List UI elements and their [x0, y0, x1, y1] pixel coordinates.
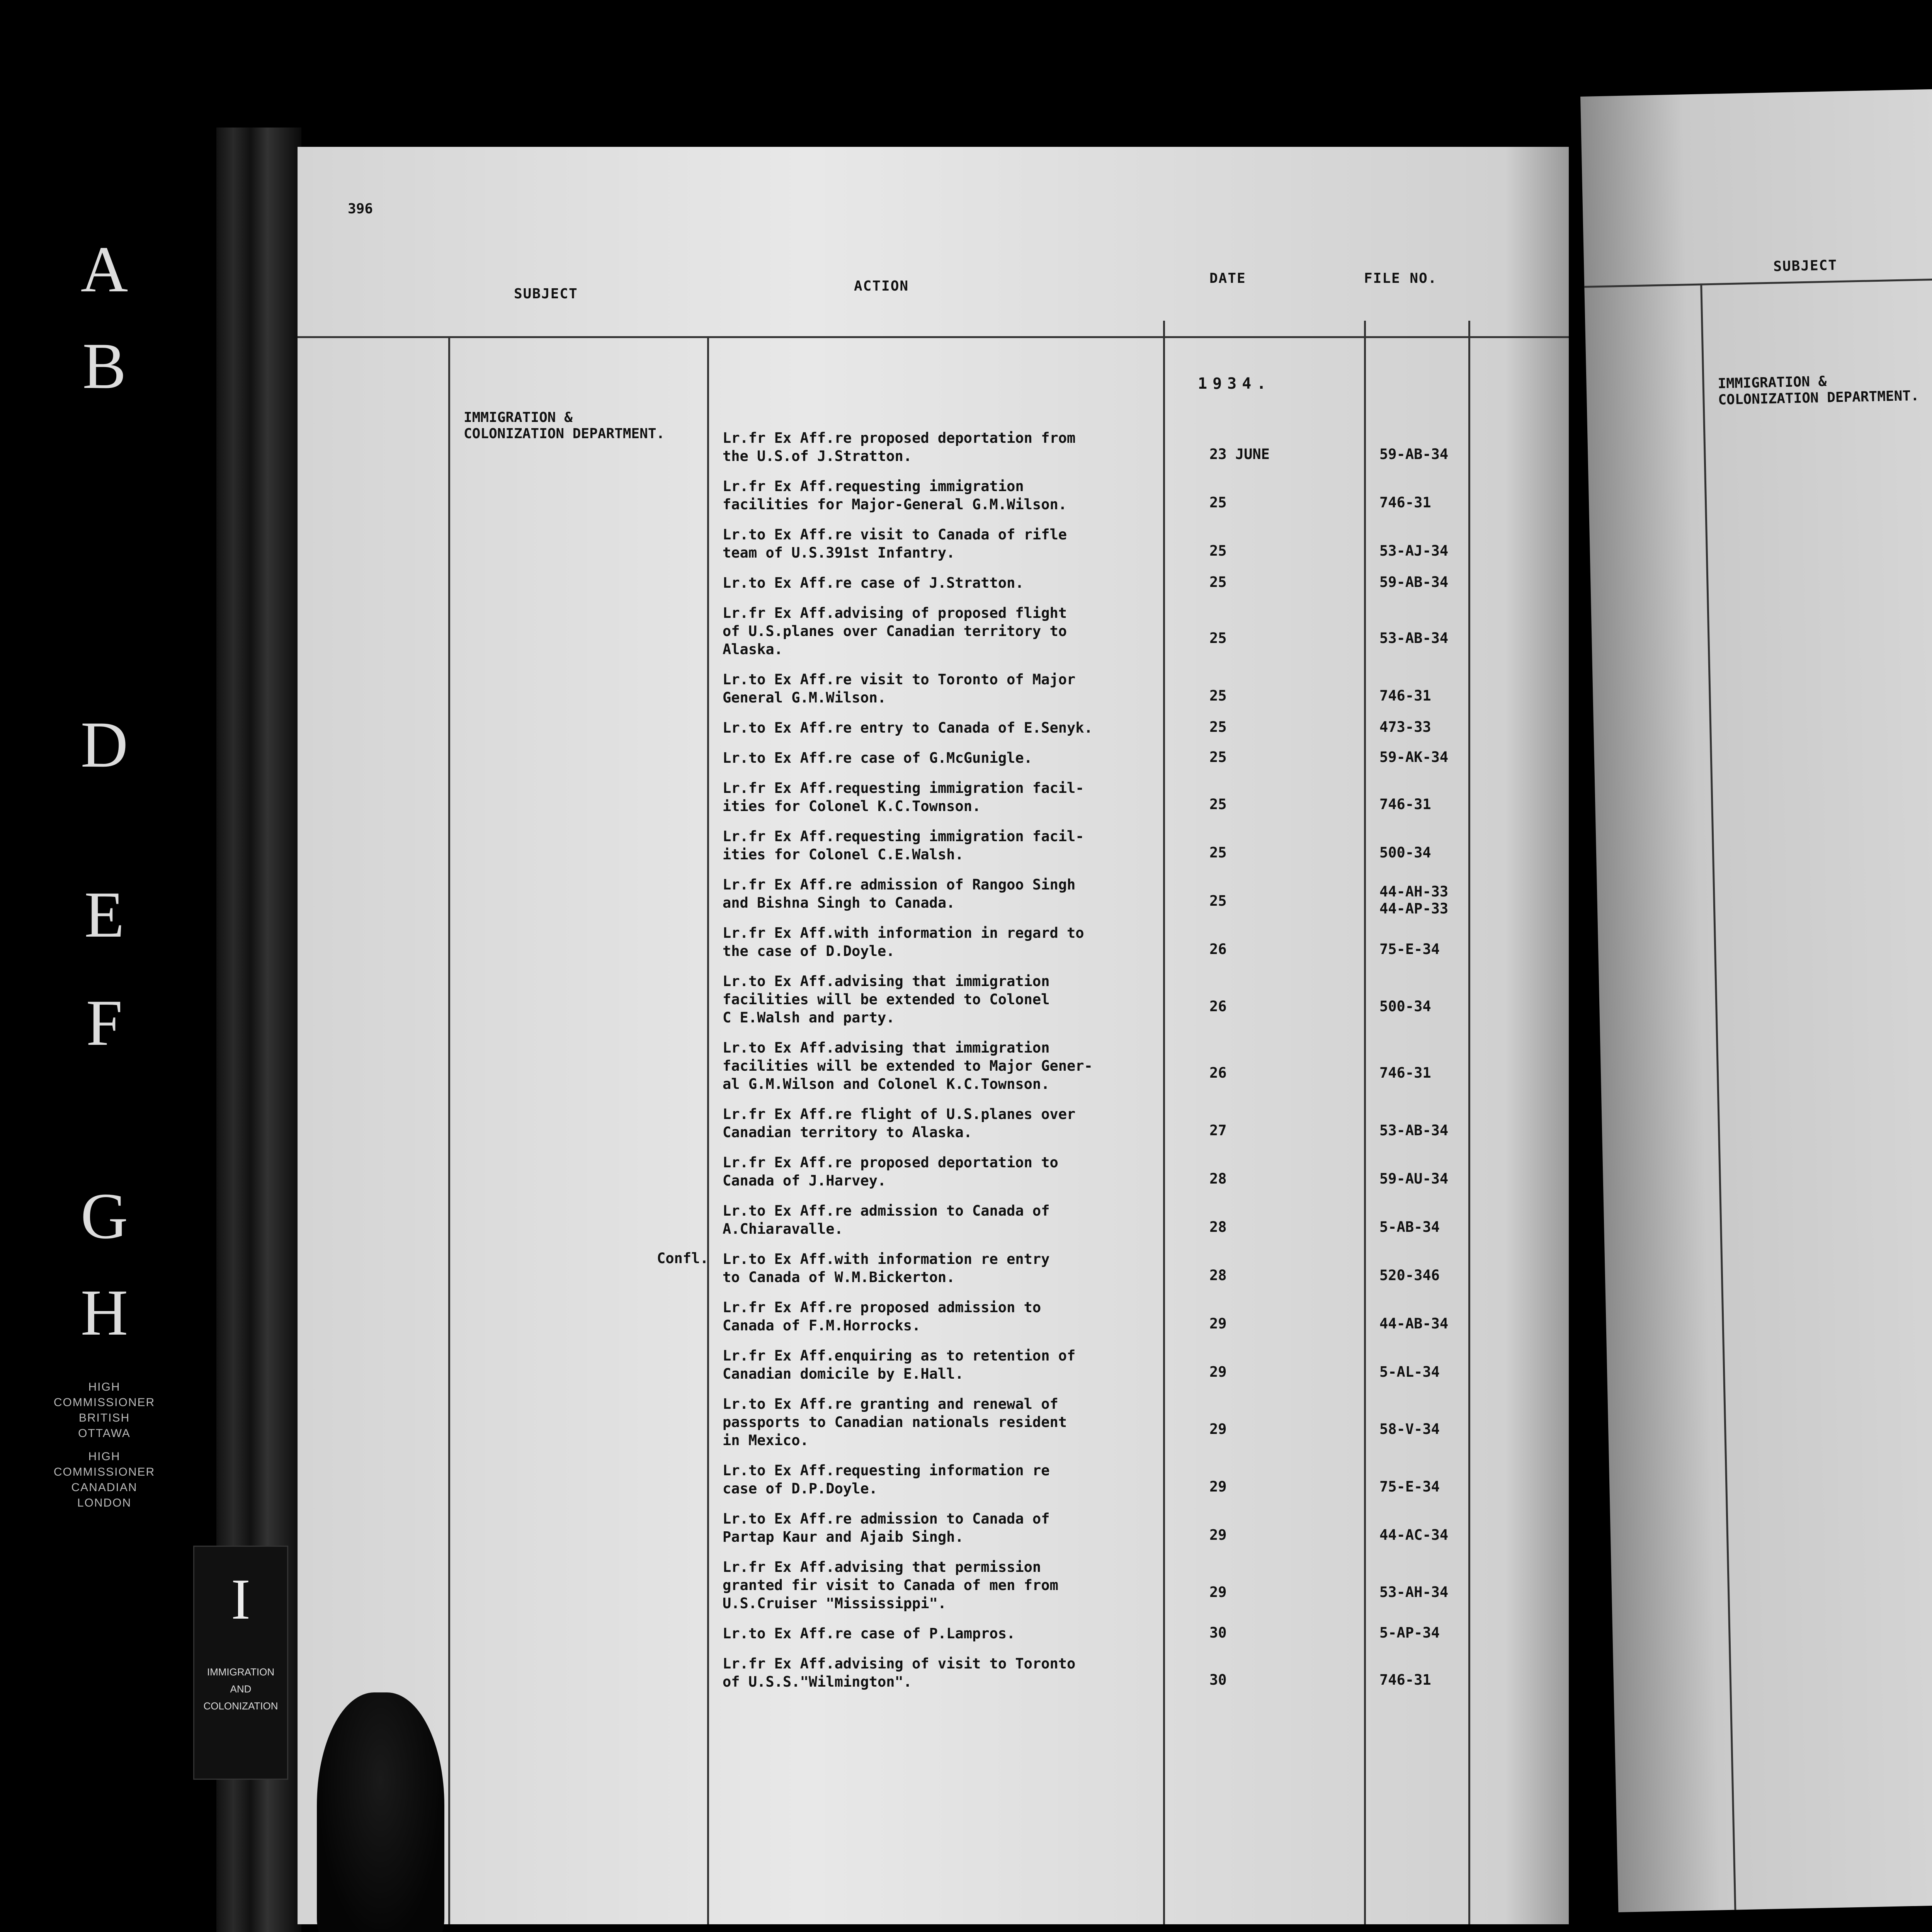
ledger-entry-row	[1588, 456, 1932, 483]
ledger-entry-row	[1588, 427, 1932, 453]
entry-action: Lr.fr Ex Aff.advising of proposed flight of U.S.planes over Canadian territory to Alaska.	[723, 605, 1067, 658]
entry-file-no: 53-AH-34	[1379, 1584, 1449, 1600]
ledger-entry-row	[1600, 990, 1932, 1016]
header-date: DATE	[1209, 270, 1246, 286]
entry-action: Lr.to Ex Aff.re visit to Toronto of Major General G.M.Wilson.	[723, 671, 1076, 706]
ledger-entry-row	[1611, 1512, 1932, 1539]
entry-action: Lr.fr Ex Aff.advising that permission granted fir visit to Canada of men from U.S.Cruiser "Mississippi".	[723, 1559, 1058, 1612]
column-rule	[1700, 284, 1736, 1910]
column-rule	[1364, 321, 1366, 1924]
header-subject: SUBJECT	[514, 286, 578, 302]
ledger-entry-row	[1598, 895, 1932, 921]
entry-file-no: 5-AL-34	[1379, 1363, 1440, 1380]
tab-small-label: HIGH	[88, 1450, 121, 1463]
tab-letter-f: F	[86, 986, 123, 1059]
entry-action: Lr.to Ex Aff.re admission to Canada of A.Chiaravalle.	[723, 1202, 1050, 1237]
entry-date: 29	[1209, 1421, 1227, 1437]
entry-file-no: 59-AB-34	[1379, 446, 1449, 463]
entry-date: 29	[1209, 1363, 1227, 1380]
left-ledger-page	[298, 147, 1569, 1924]
ledger-entry-row	[1607, 1340, 1932, 1367]
entry-action: Lr.fr Ex Aff.requesting immigration facil- ities for Colonel K.C.Townson.	[723, 780, 1084, 815]
entry-file-no: 500-34	[1379, 844, 1431, 861]
entry-action: Lr.to Ex Aff.re granting and renewal of passports to Canadian nationals resident in Mexico.	[723, 1396, 1067, 1449]
header-action: ACTION	[854, 278, 909, 294]
entry-action: Lr.to Ex Aff.requesting information re case of D.P.Doyle.	[723, 1462, 1050, 1497]
column-rule	[707, 336, 709, 1924]
entry-date: 25	[1209, 844, 1227, 861]
page-number: 396	[348, 201, 373, 217]
entry-date: 29	[1209, 1315, 1227, 1332]
ledger-entry-row	[1605, 1245, 1932, 1272]
entry-file-no: 746-31	[1379, 494, 1431, 511]
entry-file-no: 44-AB-34	[1379, 1315, 1449, 1332]
entry-action: Lr.to Ex Aff.re entry to Canada of E.Senyk.	[723, 719, 1093, 736]
ledger-entry-row	[1597, 847, 1932, 874]
entry-date: 29	[1209, 1584, 1227, 1600]
header-file-no: FILE NO.	[1364, 270, 1437, 286]
ledger-entry-row	[1594, 723, 1932, 750]
header-subject: SUBJECT	[1773, 257, 1838, 275]
entry-file-no: 500-34	[1379, 998, 1431, 1015]
entry-date: 25	[1209, 494, 1227, 511]
entry-file-no: 44-AC-34	[1379, 1526, 1449, 1543]
entry-file-no: 75-E-34	[1379, 940, 1440, 957]
ledger-entry-row	[1590, 533, 1932, 560]
column-rule	[1468, 321, 1470, 1924]
entry-file-no: 59-AK-34	[1379, 749, 1449, 765]
tab-small-label: CANADIAN	[71, 1481, 138, 1494]
ledger-entry-row	[1604, 1198, 1932, 1225]
ledger-entry-row	[1599, 942, 1932, 969]
entry-date: 27	[1209, 1122, 1227, 1139]
column-rule	[448, 336, 450, 1924]
entry-file-no: 746-31	[1379, 1671, 1431, 1688]
entry-date: 25	[1209, 892, 1227, 909]
tab-index-strip	[23, 232, 185, 1739]
tab-small-label: HIGH	[88, 1381, 121, 1393]
entry-action: Lr.fr Ex Aff.re admission of Rangoo Singh and Bishna Singh to Canada.	[723, 876, 1076, 911]
ledger-entry-row	[1606, 1293, 1932, 1320]
entry-action: Lr.to Ex Aff.advising that immigration facilities will be extended to Colonel C E.Walsh and party.	[723, 973, 1050, 1026]
entry-date: 25	[1209, 796, 1227, 813]
entry-date: 25	[1209, 574, 1227, 590]
ledger-entry-row	[1610, 1465, 1932, 1492]
entries-list	[1580, 70, 1932, 97]
column-rule	[1163, 321, 1165, 1924]
tab-letter-a: A	[80, 233, 128, 306]
thumb-shadow	[317, 1692, 444, 1932]
tab-small-label: COMMISSIONER	[53, 1396, 155, 1409]
entry-action: Lr.fr Ex Aff.with information in regard to the case of D.Doyle.	[723, 925, 1084, 959]
entry-action: Lr.to Ex Aff.re visit to Canada of rifle team of U.S.391st Infantry.	[723, 526, 1067, 561]
tab-small-label: BRITISH	[78, 1412, 130, 1424]
tab-letter-b: B	[82, 330, 126, 402]
entry-file-no: 75-E-34	[1379, 1478, 1440, 1495]
subject-label: IMMIGRATION & COLONIZATION DEPARTMENT.	[1718, 373, 1920, 408]
entry-action: Lr.fr Ex Aff.re proposed deportation from the U.S.of J.Stratton.	[723, 430, 1076, 464]
tab-letter-g: G	[80, 1180, 128, 1252]
entry-action: Lr.to Ex Aff.re admission to Canada of Partap Kaur and Ajaib Singh.	[723, 1510, 1050, 1545]
tab-letter-d: D	[80, 708, 128, 781]
index-tab-immigration[interactable]	[193, 1546, 288, 1780]
entry-file-no: 746-31	[1379, 796, 1431, 813]
entry-action: Lr.to Ex Aff.advising that immigration facilities will be extended to Major Gener- al G.M.Wilson and Colonel K.C.Townson.	[723, 1039, 1093, 1092]
entry-date: 30	[1209, 1671, 1227, 1688]
entry-file-no: 58-V-34	[1379, 1421, 1440, 1437]
entry-file-no: 520-346	[1379, 1267, 1440, 1284]
entry-action: Lr.fr Ex Aff.re proposed deportation to Canada of J.Harvey.	[723, 1154, 1058, 1189]
ledger-entry-row	[1592, 628, 1932, 655]
entry-action: Lr.fr Ex Aff.re flight of U.S.planes over Canadian territory to Alaska.	[723, 1106, 1076, 1141]
entry-file-no: 5-AP-34	[1379, 1624, 1440, 1641]
entry-date: 25	[1209, 630, 1227, 646]
entry-action: Lr.to Ex Aff.re case of G.McGunigle.	[723, 750, 1032, 766]
ledger-entry-row	[1589, 485, 1932, 512]
ledger-entry-row	[1608, 1388, 1932, 1415]
entry-date: 28	[1209, 1218, 1227, 1235]
entry-file-no: 59-AB-34	[1379, 574, 1449, 590]
entry-date: 25	[1209, 542, 1227, 559]
entry-file-no: 53-AB-34	[1379, 1122, 1449, 1139]
entry-file-no: 5-AB-34	[1379, 1218, 1440, 1235]
entry-date: 25	[1209, 687, 1227, 704]
ledger-entry-row	[1602, 1103, 1932, 1129]
entry-file-no: 53-AB-34	[1379, 630, 1449, 646]
entry-file-no: 59-AU-34	[1379, 1170, 1449, 1187]
entry-date: 29	[1209, 1526, 1227, 1543]
entry-date: 25	[1209, 719, 1227, 735]
entry-file-no: 44-AH-33 44-AP-33	[1379, 883, 1449, 917]
entry-action: Lr.fr Ex Aff.enquiring as to retention of Canadian domicile by E.Hall.	[723, 1347, 1076, 1382]
tab-small-label: COMMISSIONER	[53, 1466, 155, 1478]
entry-action: Lr.to Ex Aff.with information re entry to Canada of W.M.Bickerton.	[723, 1251, 1050, 1286]
subject-label: IMMIGRATION & COLONIZATION DEPARTMENT.	[464, 410, 665, 442]
tab-letter-e: E	[84, 878, 124, 951]
entry-prefix: Confl.	[657, 1250, 709, 1267]
ledger-entry-row	[1596, 818, 1932, 844]
ledger-entry-row	[1595, 770, 1932, 797]
entry-date: 26	[1209, 998, 1227, 1015]
tab-small-label: OTTAWA	[78, 1427, 131, 1440]
entry-action: Lr.fr Ex Aff.advising of visit to Toronto of U.S.S."Wilmington".	[723, 1655, 1076, 1690]
header-rule	[1584, 259, 1932, 288]
ledger-entry-row	[1612, 1560, 1932, 1587]
entry-date: 30	[1209, 1624, 1227, 1641]
tab-letter-h: H	[80, 1276, 128, 1349]
ledger-entry-row	[1603, 1150, 1932, 1177]
entry-file-no: 746-31	[1379, 687, 1431, 704]
header-rule	[298, 336, 1569, 338]
ledger-entry-row	[1591, 580, 1932, 607]
tab-letter-i: I	[231, 1567, 250, 1631]
ledger-entry-row	[1593, 675, 1932, 702]
entry-file-no: 473-33	[1379, 719, 1431, 735]
entry-action: Lr.fr Ex Aff.requesting immigration facil- ities for Colonel C.E.Walsh.	[723, 828, 1084, 863]
entry-action: Lr.fr Ex Aff.re proposed admission to Canada of F.M.Horrocks.	[723, 1299, 1041, 1334]
entry-date: 26	[1209, 940, 1227, 957]
entry-date: 26	[1209, 1065, 1227, 1081]
year-label: 1934.	[1198, 375, 1272, 393]
tab-small-label: LONDON	[77, 1497, 132, 1509]
entry-date: 23 JUNE	[1209, 446, 1270, 463]
entry-action: Lr.fr Ex Aff.requesting immigration facilities for Major-General G.M.Wilson.	[723, 478, 1067, 513]
entry-file-no: 53-AJ-34	[1379, 542, 1449, 559]
entry-action: Lr.to Ex Aff.re case of P.Lampros.	[723, 1625, 1015, 1642]
entry-date: 28	[1209, 1267, 1227, 1284]
tab-dark-label: IMMIGRATION AND COLONIZATION	[203, 1666, 278, 1712]
entry-date: 28	[1209, 1170, 1227, 1187]
entry-date: 25	[1209, 749, 1227, 765]
entry-file-no: 746-31	[1379, 1065, 1431, 1081]
ledger-entry-row	[1600, 1037, 1932, 1064]
entry-action: Lr.to Ex Aff.re case of J.Stratton.	[723, 575, 1024, 591]
ledger-entry-row	[1609, 1417, 1932, 1444]
entry-date: 29	[1209, 1478, 1227, 1495]
right-ledger-page	[1580, 70, 1932, 1912]
